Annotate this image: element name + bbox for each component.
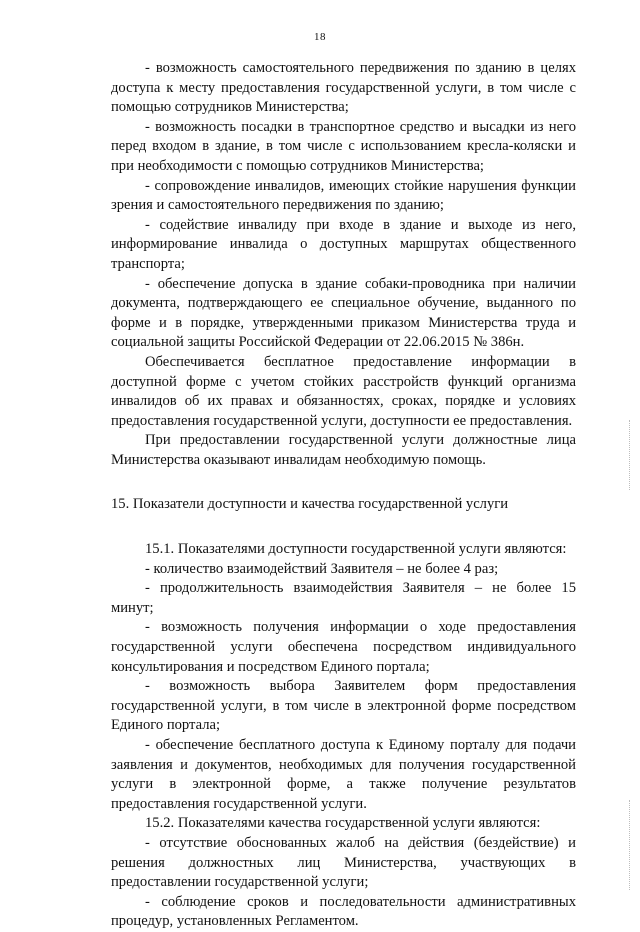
subsection-title: 15.1. Показателями доступности государственной услуги являются: [145,541,567,558]
bullet-paragraph: - содействие инвалиду при входе в здание и выходе из него, информирование инвалида о доступных маршрутах общественного транспорта; [111,216,576,272]
scan-margin-marks [627,420,630,490]
bullet-paragraph: - сопровождение инвалидов, имеющих стойкие нарушения функции зрения и самостоятельного передвижения по зданию; [111,177,576,214]
bullet-paragraph: - соблюдение сроков и последовательности административных процедур, установленных Регламентом. [111,893,576,930]
bullet-paragraph: - возможность посадки в транспортное средство и высадки из него перед входом в здание, в том числе с использованием кресла-коляски и при необходимости с помощью сотрудников Министерства; [111,118,576,174]
subsection-title: 15.2. Показателями качества государственной услуги являются: [145,815,541,832]
page-number: 18 [314,31,326,43]
body-paragraph: Обеспечивается бесплатное предоставление информации в доступной форме с учетом стойких расстройств функций организма инвалидов об их правах и обязанностях, сроках, порядке и условиях предоставления государственной услуги, доступности ее предоставления. [111,353,576,429]
bullet-paragraph: - возможность выбора Заявителем форм предоставления государственной услуги, в том числе в электронной форме посредством Единого портала; [111,678,576,734]
bullet-paragraph: - продолжительность взаимодействия Заявителя – не более 15 минут; [111,580,576,616]
bullet-paragraph: - обеспечение бесплатного доступа к Единому порталу для подачи заявления и документов, необходимых для получения государственной услуги в электронной форме, а также получение результатов предоставления государственной услуги. [111,737,576,812]
scan-margin-marks [627,800,630,890]
bullet-paragraph: - возможность самостоятельного передвижения по зданию в целях доступа к месту предоставления государственной услуги, в том числе с помощью сотрудников Министерства; [111,60,576,116]
bullet-paragraph: - количество взаимодействий Заявителя – не более 4 раз; [145,560,499,577]
section-heading: 15. Показатели доступности и качества государственной услуги [111,496,509,513]
document-body [111,59,576,932]
bullet-paragraph: - возможность получения информации о ходе предоставления государственной услуги обеспечена посредством индивидуального консультирования и посредством Единого портала; [111,619,576,675]
bullet-paragraph: - обеспечение допуска в здание собаки-проводника при наличии документа, подтверждающего ее специальное обучение, выданного по форме и в порядке, утвержденными приказом Министерства труда и социальной защиты Российской Федерации от 22.06.2015 № 386н. [111,275,576,351]
body-paragraph: При предоставлении государственной услуги должностные лица Министерства оказывают инвалидам необходимую помощь. [111,432,576,468]
bullet-paragraph: - отсутствие обоснованных жалоб на действия (бездействие) и решения должностных лиц Министерства, участвующих в предоставлении государственной услуги; [111,834,576,891]
